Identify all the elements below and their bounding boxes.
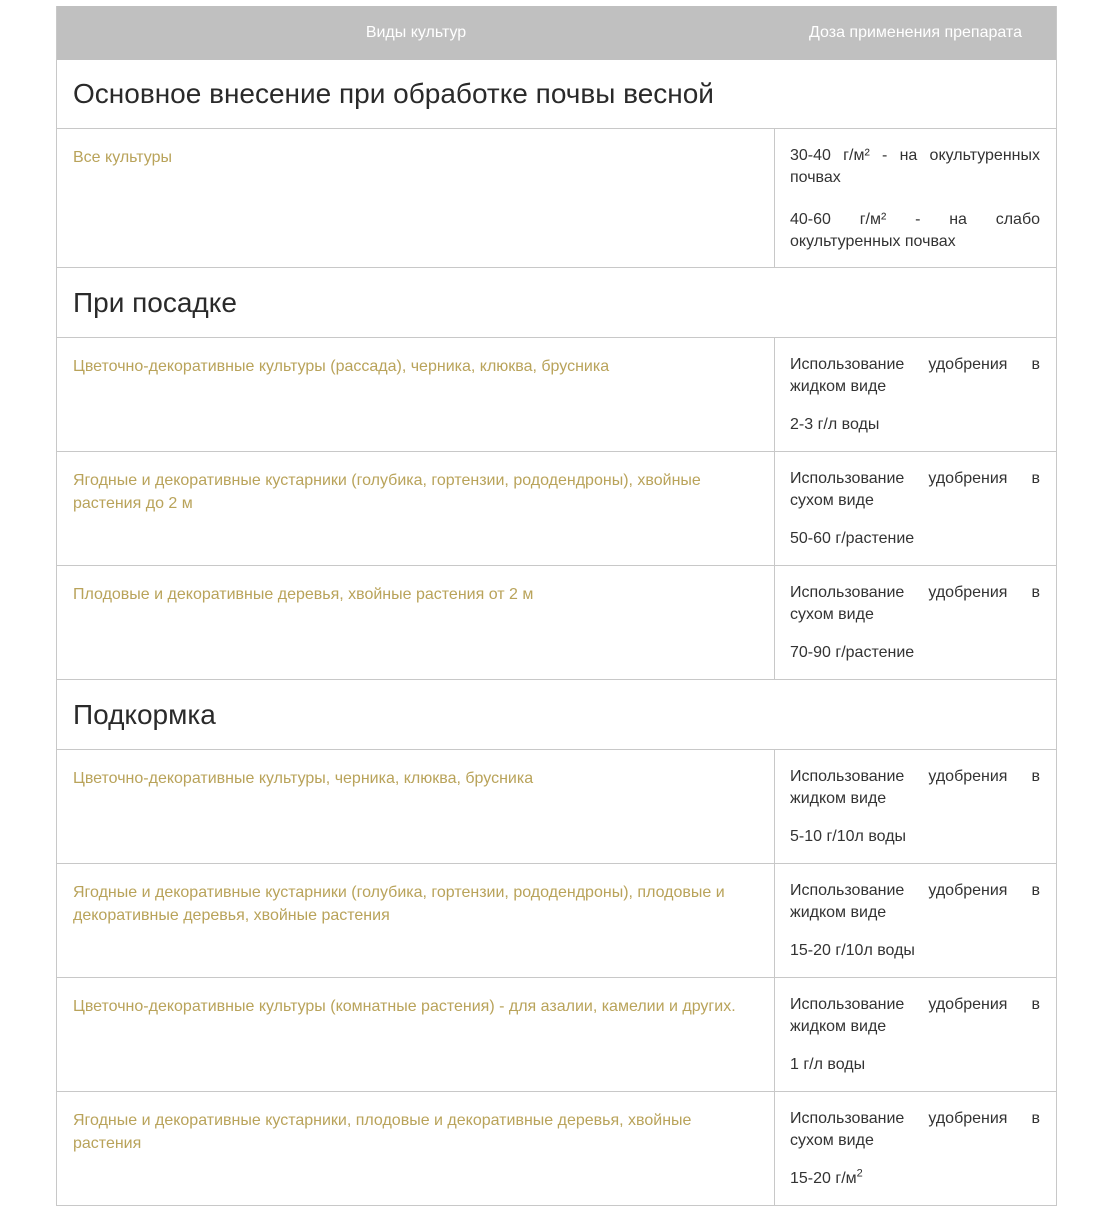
dose-cell (775, 864, 1056, 977)
dose-value: 40-60 г/м² - на слабо окультуренных почвах (790, 211, 1040, 250)
crop-cell: Плодовые и декоративные деревья, хвойные растения от 2 м (57, 566, 775, 679)
dose-value: 50-60 г/растение (790, 530, 915, 547)
dose-superscript: 2 (856, 1167, 863, 1180)
table-row (57, 566, 1056, 680)
header-dose: Доза применения препарата (809, 24, 1022, 41)
dose-method: Использование удобрения в жидком виде (790, 996, 1040, 1035)
dose-cell (775, 978, 1056, 1091)
dose-value: 2-3 г/л воды (790, 416, 880, 433)
table-row (57, 750, 1056, 864)
dose-cell (775, 452, 1056, 565)
header-crop-types: Виды культур (365, 24, 467, 41)
dose-method: Использование удобрения в сухом виде (790, 1110, 1040, 1149)
dose-value: 1 г/л воды (790, 1056, 866, 1073)
crop-cell: Ягодные и декоративные кустарники (голубика, гортензии, рододендроны), плодовые и декоративные деревья, хвойные растения (57, 864, 775, 977)
dose-cell (775, 1092, 1056, 1205)
dose-method: Использование удобрения в сухом виде (790, 470, 1040, 509)
table-row (57, 864, 1056, 978)
dose-value: 15-20 г/10л воды (790, 942, 915, 959)
dose-value: 70-90 г/растение (790, 644, 915, 661)
crop-cell: Ягодные и декоративные кустарники (голубика, гортензии, рододендроны), хвойные растения до 2 м (57, 452, 775, 565)
crop-cell: Ягодные и декоративные кустарники, плодовые и декоративные деревья, хвойные растения (57, 1092, 775, 1205)
crop-cell: Все культуры (57, 129, 775, 267)
dose-method: Использование удобрения в жидком виде (790, 882, 1040, 921)
dose-method: 30-40 г/м² - на окультуренных почвах (790, 147, 1040, 186)
crop-cell: Цветочно-декоративные культуры (комнатные растения) - для азалии, камелии и других. (57, 978, 775, 1091)
table-row (57, 978, 1056, 1092)
crop-cell: Цветочно-декоративные культуры, черника, клюква, брусника (57, 750, 775, 863)
section-title: При посадке (57, 268, 1056, 338)
dose-cell (775, 129, 1056, 267)
dose-value-text: 15-20 г/м (790, 1170, 857, 1187)
dose-value (790, 1168, 1040, 1190)
table-row (57, 338, 1056, 452)
dose-method: Использование удобрения в жидком виде (790, 356, 1040, 395)
dose-cell (775, 566, 1056, 679)
table-row (57, 129, 1056, 268)
crop-cell: Цветочно-декоративные культуры (рассада), черника, клюква, брусника (57, 338, 775, 451)
section-title: Основное внесение при обработке почвы весной (57, 60, 1056, 129)
section-title: Подкормка (57, 680, 1056, 750)
dosage-table (56, 6, 1057, 1206)
dose-method: Использование удобрения в жидком виде (790, 768, 1040, 807)
dose-method: Использование удобрения в сухом виде (790, 584, 1040, 623)
table-header (57, 6, 1056, 60)
table-row (57, 452, 1056, 566)
dose-cell (775, 750, 1056, 863)
table-row (57, 1092, 1056, 1206)
dose-value: 5-10 г/10л воды (790, 828, 907, 845)
dose-cell (775, 338, 1056, 451)
